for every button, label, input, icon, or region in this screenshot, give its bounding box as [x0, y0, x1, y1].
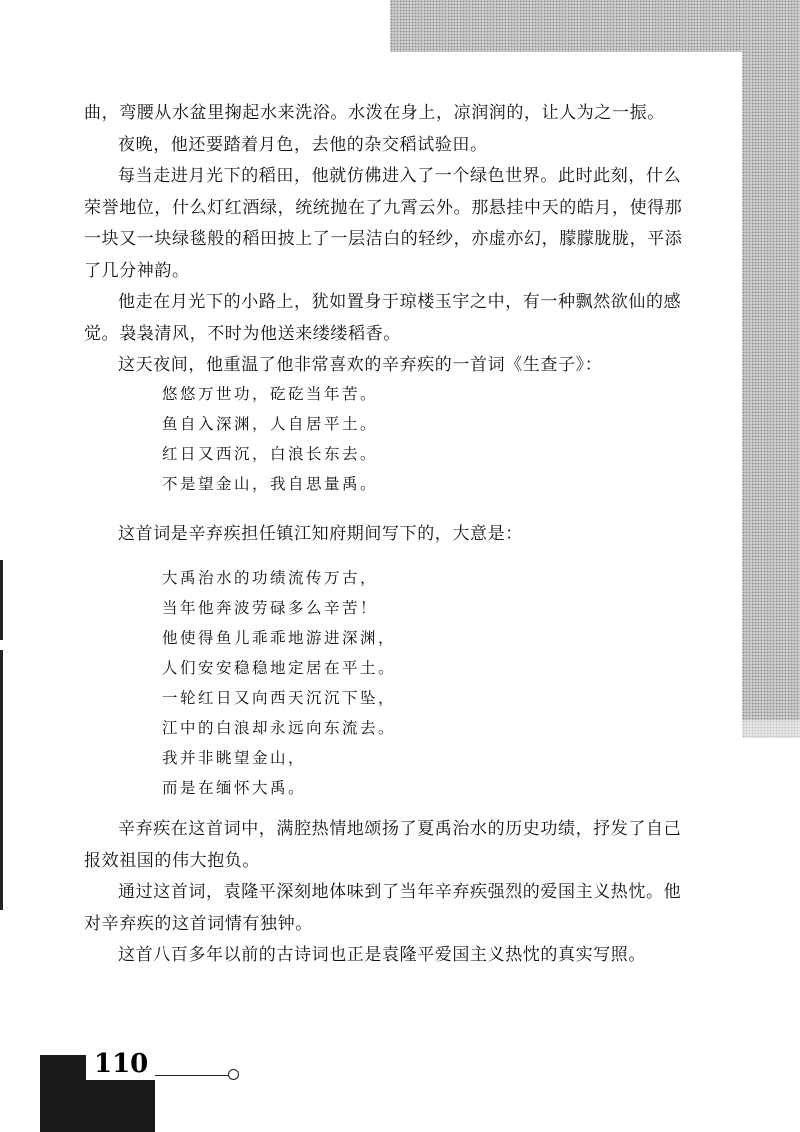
page-number: 110 — [86, 1048, 156, 1080]
scan-edge-mark — [0, 650, 3, 910]
paragraph: 通过这首词，袁隆平深刻地体味到了当年辛弃疾强烈的爱国主义热忱。他对辛弃疾的这首词情有独钟。 — [84, 882, 682, 934]
poem-line: 大禹治水的功绩流传万古， — [162, 569, 379, 587]
body-text-middle — [84, 519, 684, 551]
poem-line: 红日又西沉，白浪长东去。 — [162, 445, 379, 463]
page-rule — [155, 1075, 230, 1076]
paragraph: 这天夜间，他重温了他非常喜欢的辛弃疾的一首词《生查子》： — [118, 355, 603, 375]
poem-line: 不是望金山，我自思量禹。 — [162, 475, 379, 493]
paragraph: 辛弃疾在这首词中，满腔热情地颂扬了夏禹治水的历史功绩，抒发了自己报效祖国的伟大抱负。 — [84, 819, 682, 871]
poem-line: 悠悠万世功，矻矻当年苦。 — [162, 385, 379, 403]
poem-line: 江中的白浪却永远向东流去。 — [162, 719, 397, 737]
body-text-bottom — [84, 814, 684, 972]
poem-line: 当年他奔波劳碌多么辛苦！ — [162, 599, 379, 617]
paragraph: 曲，弯腰从水盆里掬起水来洗浴。水泼在身上，凉润润的，让人为之一振。 — [84, 103, 665, 123]
paragraph: 这首词是辛弃疾担任镇江知府期间写下的，大意是： — [118, 524, 523, 544]
poem-original — [162, 379, 378, 499]
paragraph: 夜晚，他还要踏着月色，去他的杂交稻试验田。 — [118, 134, 488, 155]
poem-line: 我并非眺望金山， — [162, 749, 307, 767]
poem-translation — [162, 563, 396, 803]
scan-shadow-top — [390, 0, 800, 52]
scan-shadow-right-fade — [742, 720, 800, 738]
poem-line: 一轮红日又向西天沉沉下坠， — [162, 689, 397, 707]
poem-line: 而是在缅怀大禹。 — [162, 779, 307, 797]
paragraph: 他走在月光下的小路上，犹如置身于琼楼玉宇之中，有一种飘然欲仙的感觉。袅袅清风，不时为他送来缕缕稻香。 — [84, 292, 682, 344]
body-text-top — [84, 98, 684, 382]
paragraph: 每当走进月光下的稻田，他就仿佛进入了一个绿色世界。此时此刻，什么荣誉地位，什么灯红酒绿，统统抛在了九霄云外。那悬挂中天的皓月，使得那一块又一块绿毯般的稻田披上了一层洁白的轻纱，亦虚亦幻，朦朦胧胧，平添了几分神韵。 — [84, 166, 683, 281]
paragraph: 这首八百多年以前的古诗词也正是袁隆平爱国主义热忱的真实写照。 — [118, 945, 646, 965]
page-rule-circle — [228, 1069, 239, 1080]
scan-edge-mark — [0, 560, 3, 640]
poem-line: 他使得鱼儿乖乖地游进深渊， — [162, 629, 397, 647]
poem-line: 人们安安稳稳地定居在平土。 — [162, 659, 397, 677]
poem-line: 鱼自入深渊，人自居平土。 — [162, 415, 379, 433]
scan-shadow-right — [742, 0, 800, 720]
